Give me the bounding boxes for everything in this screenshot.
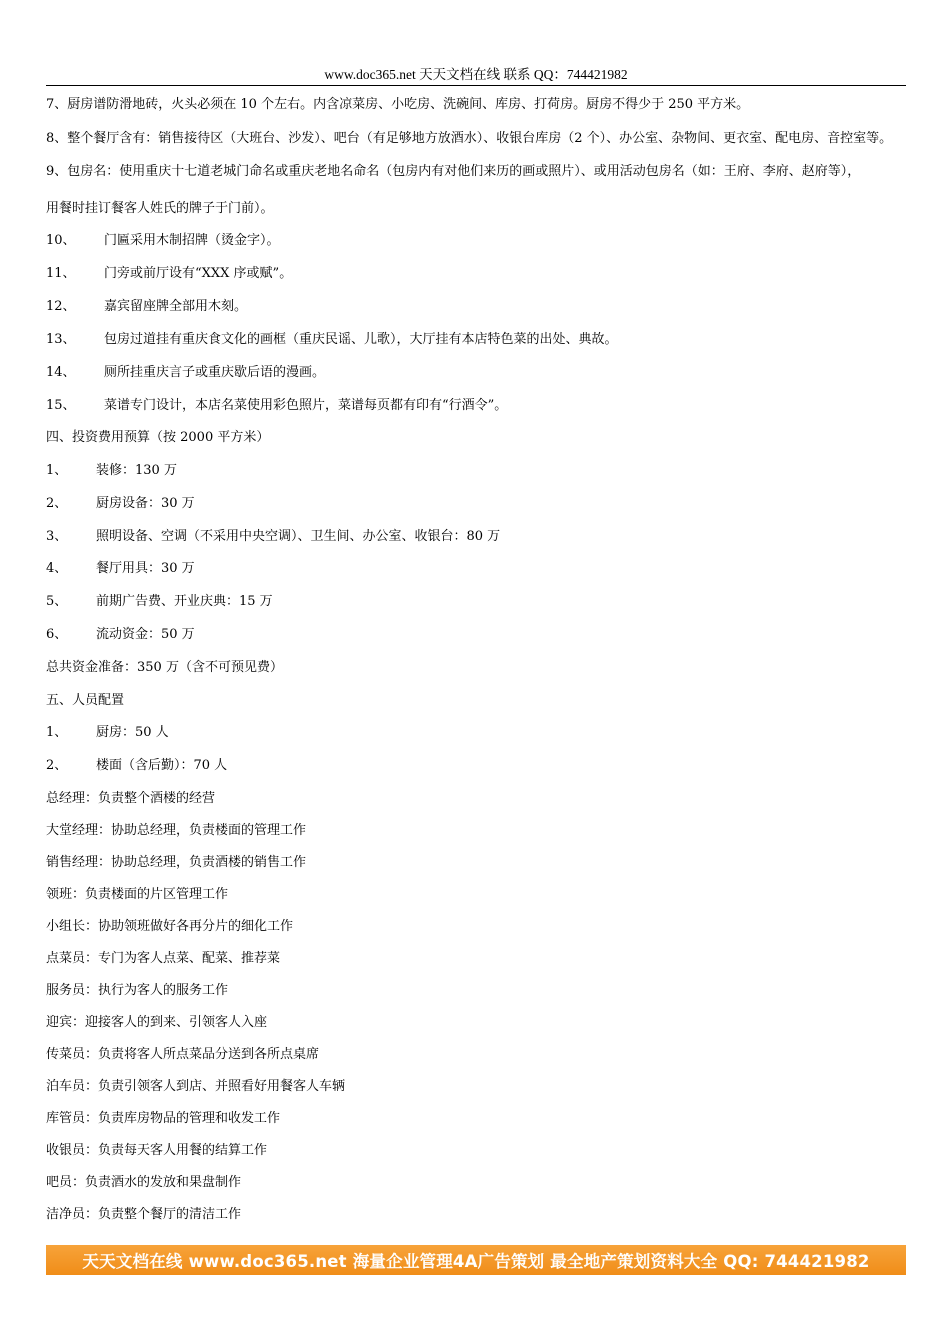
list-item [46, 626, 916, 644]
list-item [46, 528, 916, 546]
role-line: 库管员：负责库房物品的管理和收发工作 [46, 1111, 281, 1126]
item-number: 11、 [46, 266, 76, 281]
item-number: 1、 [46, 725, 68, 740]
role-line: 点菜员：专门为客人点菜、配菜、推荐菜 [46, 951, 281, 966]
paragraph-9: 9、包房名：使用重庆十七道老城门命名或重庆老地名命名（包房内有对他们来历的画或照片）、或用活动包房名（如：王府、李府、赵府等）， [46, 164, 861, 179]
item-number: 14、 [46, 365, 76, 380]
list-item [46, 397, 916, 415]
role-line: 销售经理：协助总经理，负责酒楼的销售工作 [46, 855, 307, 870]
list-item [46, 265, 916, 283]
role-line: 领班：负责楼面的片区管理工作 [46, 887, 229, 902]
paragraph-7: 7、厨房谱防滑地砖，火头必须在 10 个左右。内含凉菜房、小吃房、洗碗间、库房、打荷房。厨房不得少于 250 平方米。 [46, 97, 750, 112]
list-item [46, 757, 916, 775]
item-text: 厕所挂重庆言子或重庆歇后语的漫画。 [104, 365, 326, 380]
item-text: 照明设备、空调（不采用中央空调）、卫生间、办公室、收银台：80 万 [96, 529, 501, 544]
item-text: 菜谱专门设计，本店名菜使用彩色照片，菜谱每页都有印有“行酒令”。 [104, 398, 508, 413]
item-text: 楼面（含后勤）：70 人 [96, 758, 228, 773]
header-divider [46, 85, 906, 86]
page-header: www.doc365.net 天天文档在线 联系 QQ：744421982 [324, 67, 628, 82]
item-number: 4、 [46, 561, 68, 576]
section-5-title: 五、人员配置 [46, 693, 125, 708]
footer-banner[interactable] [46, 1245, 906, 1275]
role-line: 大堂经理：协助总经理，负责楼面的管理工作 [46, 823, 307, 838]
item-number: 6、 [46, 627, 68, 642]
list-item [46, 232, 916, 250]
list-item [46, 724, 916, 742]
list-item [46, 462, 916, 480]
item-text: 门匾采用木制招牌（烫金字）。 [104, 233, 280, 248]
role-line: 泊车员：负责引领客人到店、并照看好用餐客人车辆 [46, 1079, 346, 1094]
list-item [46, 331, 916, 349]
list-item [46, 593, 916, 611]
role-line: 迎宾：迎接客人的到来、引领客人入座 [46, 1015, 268, 1030]
role-line: 小组长：协助领班做好各再分片的细化工作 [46, 919, 294, 934]
item-text: 餐厅用具：30 万 [96, 561, 195, 576]
item-text: 厨房设备：30 万 [96, 496, 195, 511]
role-line: 洁净员：负责整个餐厅的清洁工作 [46, 1207, 242, 1222]
item-number: 13、 [46, 332, 76, 347]
item-text: 嘉宾留座牌全部用木刻。 [104, 299, 248, 314]
item-number: 2、 [46, 758, 68, 773]
total-budget: 总共资金准备：350 万（含不可预见费） [46, 660, 283, 675]
paragraph-8: 8、整个餐厅含有：销售接待区（大班台、沙发）、吧台（有足够地方放酒水）、收银台库房（2 个）、办公室、杂物间、更衣室、配电房、音控室等。 [46, 131, 893, 146]
item-text: 包房过道挂有重庆食文化的画框（重庆民谣、儿歌），大厅挂有本店特色菜的出处、典故。 [104, 332, 618, 347]
item-text: 流动资金：50 万 [96, 627, 195, 642]
item-number: 5、 [46, 594, 68, 609]
section-4-title: 四、投资费用预算（按 2000 平方米） [46, 430, 270, 445]
role-line: 服务员：执行为客人的服务工作 [46, 983, 229, 998]
item-number: 10、 [46, 233, 76, 248]
item-text: 装修：130 万 [96, 463, 177, 478]
item-number: 3、 [46, 529, 68, 544]
role-line: 吧员：负责酒水的发放和果盘制作 [46, 1175, 242, 1190]
role-line: 收银员：负责每天客人用餐的结算工作 [46, 1143, 268, 1158]
item-number: 1、 [46, 463, 68, 478]
list-item [46, 495, 916, 513]
item-text: 前期广告费、开业庆典：15 万 [96, 594, 273, 609]
paragraph-9-cont: 用餐时挂订餐客人姓氏的牌子于门前）。 [46, 201, 274, 216]
footer-banner-text: 天天文档在线 www.doc365.net 海量企业管理4A广告策划 最全地产策划资料大全 QQ: 744421982 [82, 1252, 870, 1271]
list-item [46, 560, 916, 578]
item-number: 12、 [46, 299, 76, 314]
role-line: 总经理：负责整个酒楼的经营 [46, 791, 216, 806]
list-item [46, 298, 916, 316]
item-text: 厨房：50 人 [96, 725, 169, 740]
item-text: 门旁或前厅设有“XXX 序或赋”。 [104, 266, 293, 281]
item-number: 15、 [46, 398, 76, 413]
item-number: 2、 [46, 496, 68, 511]
list-item [46, 364, 916, 382]
role-line: 传菜员：负责将客人所点菜品分送到各所点桌席 [46, 1047, 320, 1062]
